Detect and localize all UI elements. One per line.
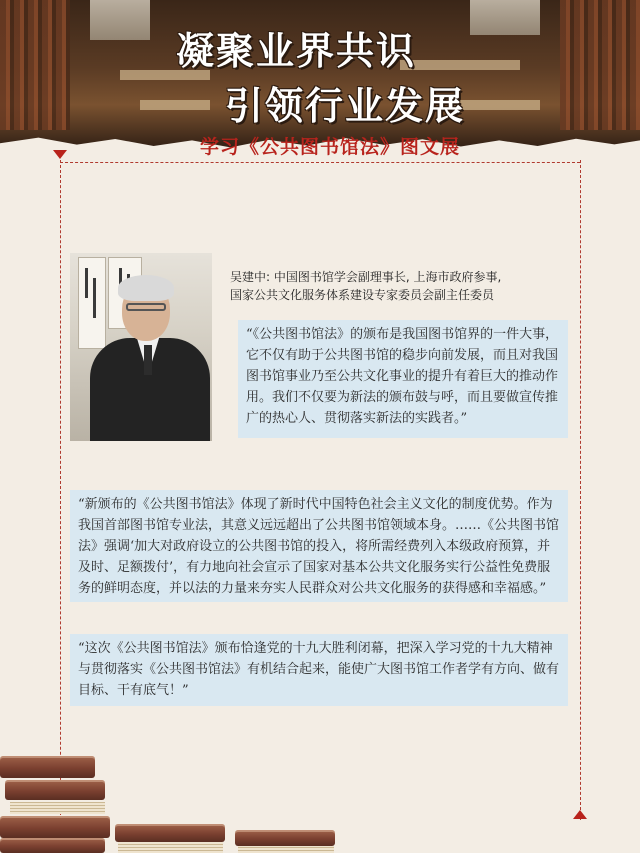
glasses <box>126 303 166 311</box>
frame-left-dashed-line <box>60 160 61 820</box>
banner-title-line2: 引领行业发展 <box>225 84 466 128</box>
necktie <box>144 345 152 375</box>
quote-box-1: “《公共图书馆法》的颁布是我国图书馆界的一件大事，它不仅有助于公共图书馆的稳步向前发展，而且对我国图书馆事业乃至公共文化事业的提升有着巨大的推动作用。我们不仅要为新法的颁布鼓与呼，而且要做宣传推广的热心人、贯彻落实新法的实践者。” <box>238 320 568 438</box>
book <box>235 830 335 846</box>
quote-box-2: “新颁布的《公共图书馆法》体现了新时代中国特色社会主义文化的制度优势。作为我国首部图书馆专业法，其意义远远超出了公共图书馆领域本身。……《公共图书馆法》强调‘加大对政府设立的公共图书馆的投入，将所需经费列入本级政府预算，并及时、足额拨付’，有力地向社会宣示了国家对基本公共文化服务实行公益性免费服务的鲜明态度，并以法的力量来夯实人民群众对公共文化服务的获得感和幸福感。” <box>70 490 568 602</box>
hair <box>118 275 174 301</box>
banner-subtitle: 学习《公共图书馆法》图文展 <box>199 136 460 158</box>
old-books-decoration <box>0 752 340 853</box>
book-pages <box>118 842 223 853</box>
calligraphy-scroll <box>78 257 106 349</box>
person-title-line2: 国家公共文化服务体系建设专家委员会副主任委员 <box>230 288 495 302</box>
book <box>0 756 95 778</box>
book-pages <box>238 846 334 853</box>
frame-right-dashed-line <box>580 160 581 820</box>
window-right <box>470 0 540 35</box>
triangle-down-icon <box>53 150 67 159</box>
triangle-up-icon <box>573 810 587 819</box>
book <box>0 816 110 838</box>
reading-table <box>140 100 210 110</box>
quote-box-3: “这次《公共图书馆法》颁布恰逢党的十九大胜利闭幕，把深入学习党的十九大精神与贯彻落实《公共图书馆法》有机结合起来，能使广大图书馆工作者学有方向、做有目标、干有底气！” <box>70 634 568 706</box>
banner-title-line1: 凝聚业界共识 <box>176 29 417 73</box>
person-title <box>230 268 590 304</box>
book <box>115 824 225 842</box>
reading-table <box>400 60 520 70</box>
bookshelf-right <box>560 0 640 130</box>
book <box>5 780 105 800</box>
book <box>0 838 105 853</box>
portrait-photo <box>70 253 212 441</box>
book-pages <box>10 802 105 814</box>
window-left <box>90 0 150 40</box>
person-title-line1: 吴建中: 中国图书馆学会副理事长, 上海市政府参事, <box>230 270 502 284</box>
bookshelf-left <box>0 0 70 130</box>
frame-top-dashed-line <box>60 162 580 163</box>
